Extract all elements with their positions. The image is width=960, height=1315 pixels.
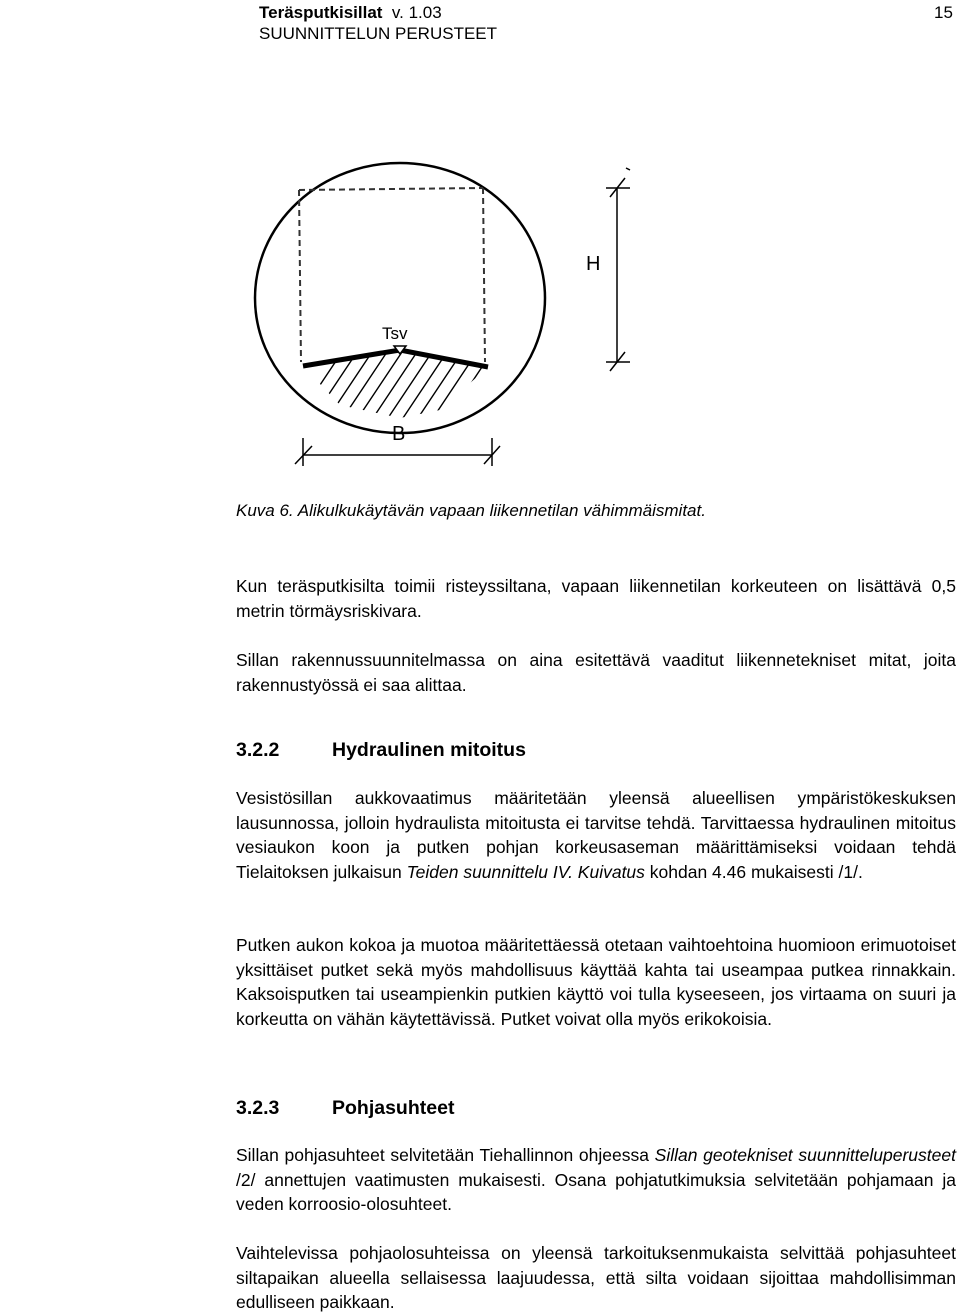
running-header-section: SUUNNITTELUN PERUSTEET [259,24,498,43]
doc-version: v. 1.03 [391,3,442,22]
text-run: Sillan pohjasuhteet selvitetään Tiehallinnon ohjeessa [236,1145,655,1165]
road-surface [303,350,488,367]
tsv-label: Tsv [382,324,408,343]
section-heading-322 [236,737,526,763]
clearance-figure [0,0,960,480]
doc-title: Teräsputkisillat [259,3,383,22]
paragraph-varying-conditions: Vaihtelevissa pohjaolosuhteissa on yleensä tarkoituksenmukaista selvittää pohjasuhteet siltapaikan alueella sellaisessa laajuudessa, että silta voidaan sijoittaa mahdollisimman edulliseen paikkaan. [236,1243,956,1312]
section-number: 3.2.3 [236,1097,280,1119]
section-number: 3.2.2 [236,739,280,761]
page-number: 15 [934,3,953,22]
b-label: B [392,423,406,445]
text-run: Vesistösillan aukkovaatimus määritetään yleensä alueellisen ympäristökeskuksen lausunnossa, jolloin hydraulista mitoitusta ei tarvitse tehdä. Tarvittaessa hydraulinen mitoitus vesiaukon koon ja putken pohjan korkeusaseman määrittämiseksi voidaan tehdä Tielaitoksen julkaisun [236,788,956,882]
publication-title: Teiden suunnittelu IV. Kuivatus [406,861,645,882]
paragraph-collision-margin: Kun teräsputkisilta toimii risteyssiltana, vapaan liikennetilan korkeuteen on lisättävä 0,5 metrin törmäysriskivara. [236,576,956,621]
paragraph-ground-conditions [236,1143,956,1217]
h-dimension [606,168,630,371]
paragraph-pipe-opening: Putken aukon kokoa ja muotoa määritettäessä otetaan vaihtoehtoina huomioon erimuotoiset yksittäiset putket sekä myös mahdollisuus käyttää kahta tai useampaa putkea rinnakkain. Kaksoisputken tai useampienkin putkien käyttö voi tulla kyseeseen, jos virtaama on suuri ja korkeutta on vähän käytettävissä. Putket voivat olla myös erikokoisia. [236,935,956,1029]
paragraph-hydraulic-requirement [236,786,956,884]
guideline-title: Sillan geotekniset suunnitteluperusteet [654,1145,956,1165]
paragraph-traffic-dimensions: Sillan rakennussuunnitelmassa on aina esitettävä vaaditut liikennetekniset mitat, joita rakennustyössä ei saa alittaa. [236,650,956,695]
text-run: /2/ annettujen vaatimusten mukaisesti. Osana pohjatutkimuksia selvitetään pohjamaan ja veden korroosio-olosuhteet. [236,1169,956,1214]
figure-caption: Kuva 6. Alikulkukäytävän vapaan liikennetilan vähimmäismitat. [236,501,706,520]
section-title: Hydraulinen mitoitus [332,739,526,761]
h-label: H [586,253,601,275]
text-run: kohdan 4.46 mukaisesti /1/. [644,861,863,882]
section-title: Pohjasuhteet [332,1097,455,1119]
soil-hatching [290,340,515,430]
section-heading-323 [236,1095,454,1121]
